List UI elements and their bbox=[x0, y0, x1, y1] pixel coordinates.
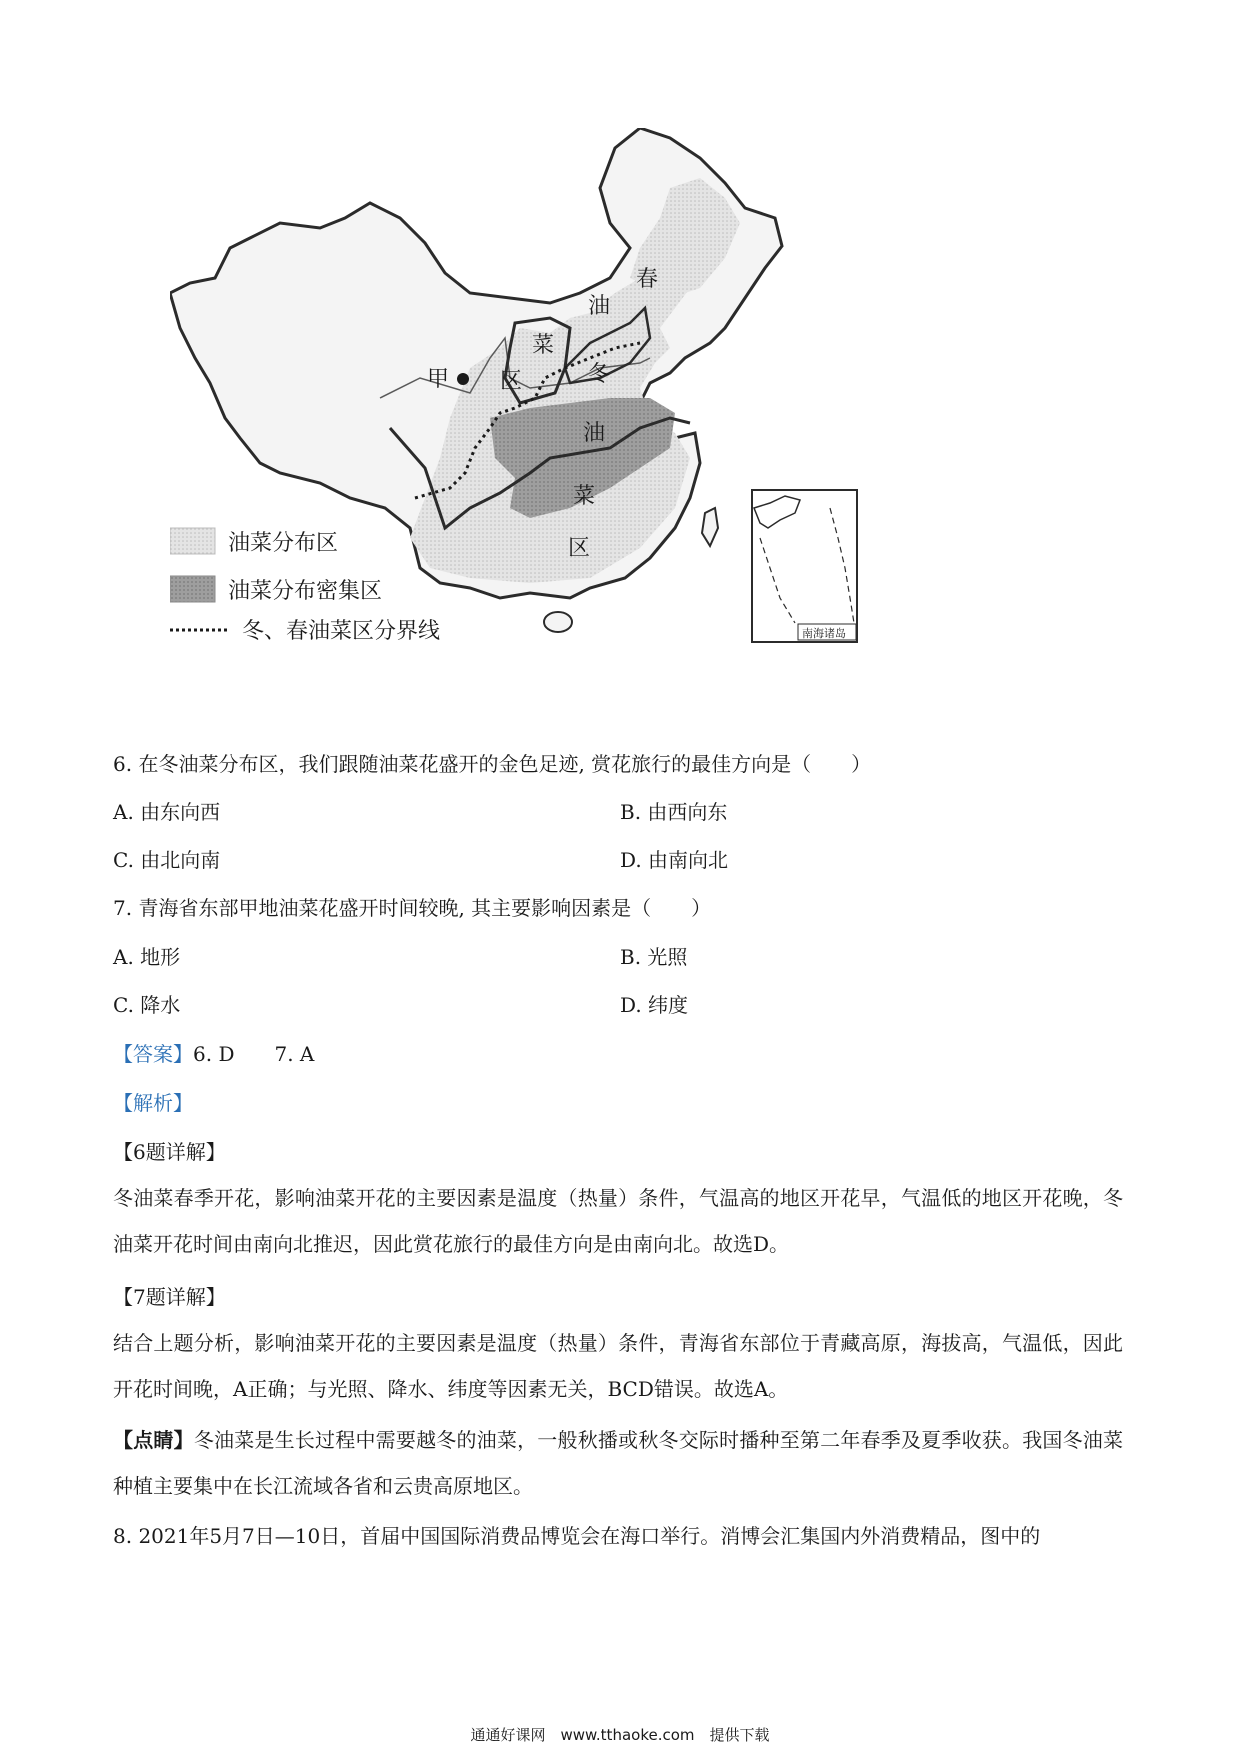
question-6-stem: 6. 在冬油菜分布区，我们跟随油菜花盛开的金色足迹, 赏花旅行的最佳方向是（ ） bbox=[113, 752, 872, 776]
region-label-8: 区 bbox=[568, 536, 591, 561]
rapeseed-distribution-map bbox=[170, 128, 970, 728]
question-7-stem: 7. 青海省东部甲地油菜花盛开时间较晚, 其主要影响因素是（ ） bbox=[113, 896, 712, 920]
q7-option-b: B. 光照 bbox=[620, 945, 688, 969]
taiwan-island bbox=[702, 508, 718, 546]
q7-option-a: A. 地形 bbox=[113, 945, 181, 969]
point-jia-label: 甲 bbox=[427, 367, 450, 392]
detail-6-text: 冬油菜春季开花，影响油菜开花的主要因素是温度（热量）条件，气温高的地区开花早，气温低的地区开花晚，冬油菜开花时间由南向北推迟，因此赏花旅行的最佳方向是由南向北。故选D。 bbox=[113, 1186, 1123, 1256]
region-label-6: 油 bbox=[583, 421, 606, 446]
legend-swatch-dense bbox=[170, 576, 215, 602]
region-label-7: 菜 bbox=[573, 484, 596, 509]
answer-tag: 【答案】 bbox=[113, 1042, 193, 1066]
region-label-3: 菜 bbox=[532, 333, 555, 358]
q7-option-d: D. 纬度 bbox=[620, 993, 689, 1017]
south-china-sea-inset bbox=[752, 490, 857, 642]
q6-option-c: C. 由北向南 bbox=[113, 848, 221, 872]
legend-label-dense: 油菜分布密集区 bbox=[228, 579, 383, 604]
inset-label: 南海诸岛 bbox=[802, 627, 846, 640]
china-map-svg bbox=[170, 128, 970, 728]
region-label-1: 春 bbox=[636, 267, 659, 292]
region-label-2: 油 bbox=[588, 294, 611, 319]
legend-swatch-distribution bbox=[170, 528, 215, 554]
region-label-4: 区 bbox=[500, 369, 523, 394]
q6-option-b: B. 由西向东 bbox=[620, 800, 728, 824]
note-text: 冬油菜是生长过程中需要越冬的油菜，一般秋播或秋冬交际时播种至第二年春季及夏季收获。我国冬油菜种植主要集中在长江流域各省和云贵高原地区。 bbox=[113, 1428, 1124, 1498]
analysis-tag: 【解析】 bbox=[113, 1091, 193, 1115]
hainan-island bbox=[544, 612, 572, 632]
q6-option-d: D. 由南向北 bbox=[620, 848, 729, 872]
region-label-5: 冬 bbox=[588, 362, 611, 387]
point-jia-marker bbox=[457, 373, 469, 385]
answer-line bbox=[113, 1040, 314, 1068]
detail-7-title: 【7题详解】 bbox=[113, 1285, 226, 1309]
q6-option-a: A. 由东向西 bbox=[113, 800, 221, 824]
question-8-stem: 8. 2021年5月7日—10日，首届中国国际消费品博览会在海口举行。消博会汇集国内外消费精品，图中的 bbox=[113, 1524, 1041, 1548]
answer-text: 6. D 7. A bbox=[193, 1042, 315, 1066]
note-block bbox=[113, 1417, 1123, 1509]
legend-label-boundary: 冬、春油菜区分界线 bbox=[242, 619, 441, 644]
q7-option-c: C. 降水 bbox=[113, 993, 181, 1017]
legend-label-distribution: 油菜分布区 bbox=[228, 531, 339, 556]
detail-6-title: 【6题详解】 bbox=[113, 1140, 226, 1164]
page-footer: 通通好课网 www.tthaoke.com 提供下载 bbox=[470, 1726, 770, 1744]
note-tag: 【点睛】 bbox=[113, 1428, 194, 1452]
detail-7-text: 结合上题分析，影响油菜开花的主要因素是温度（热量）条件，青海省东部位于青藏高原，海拔高，气温低，因此开花时间晚，A正确；与光照、降水、纬度等因素无关，BCD错误。故选A。 bbox=[113, 1331, 1123, 1401]
